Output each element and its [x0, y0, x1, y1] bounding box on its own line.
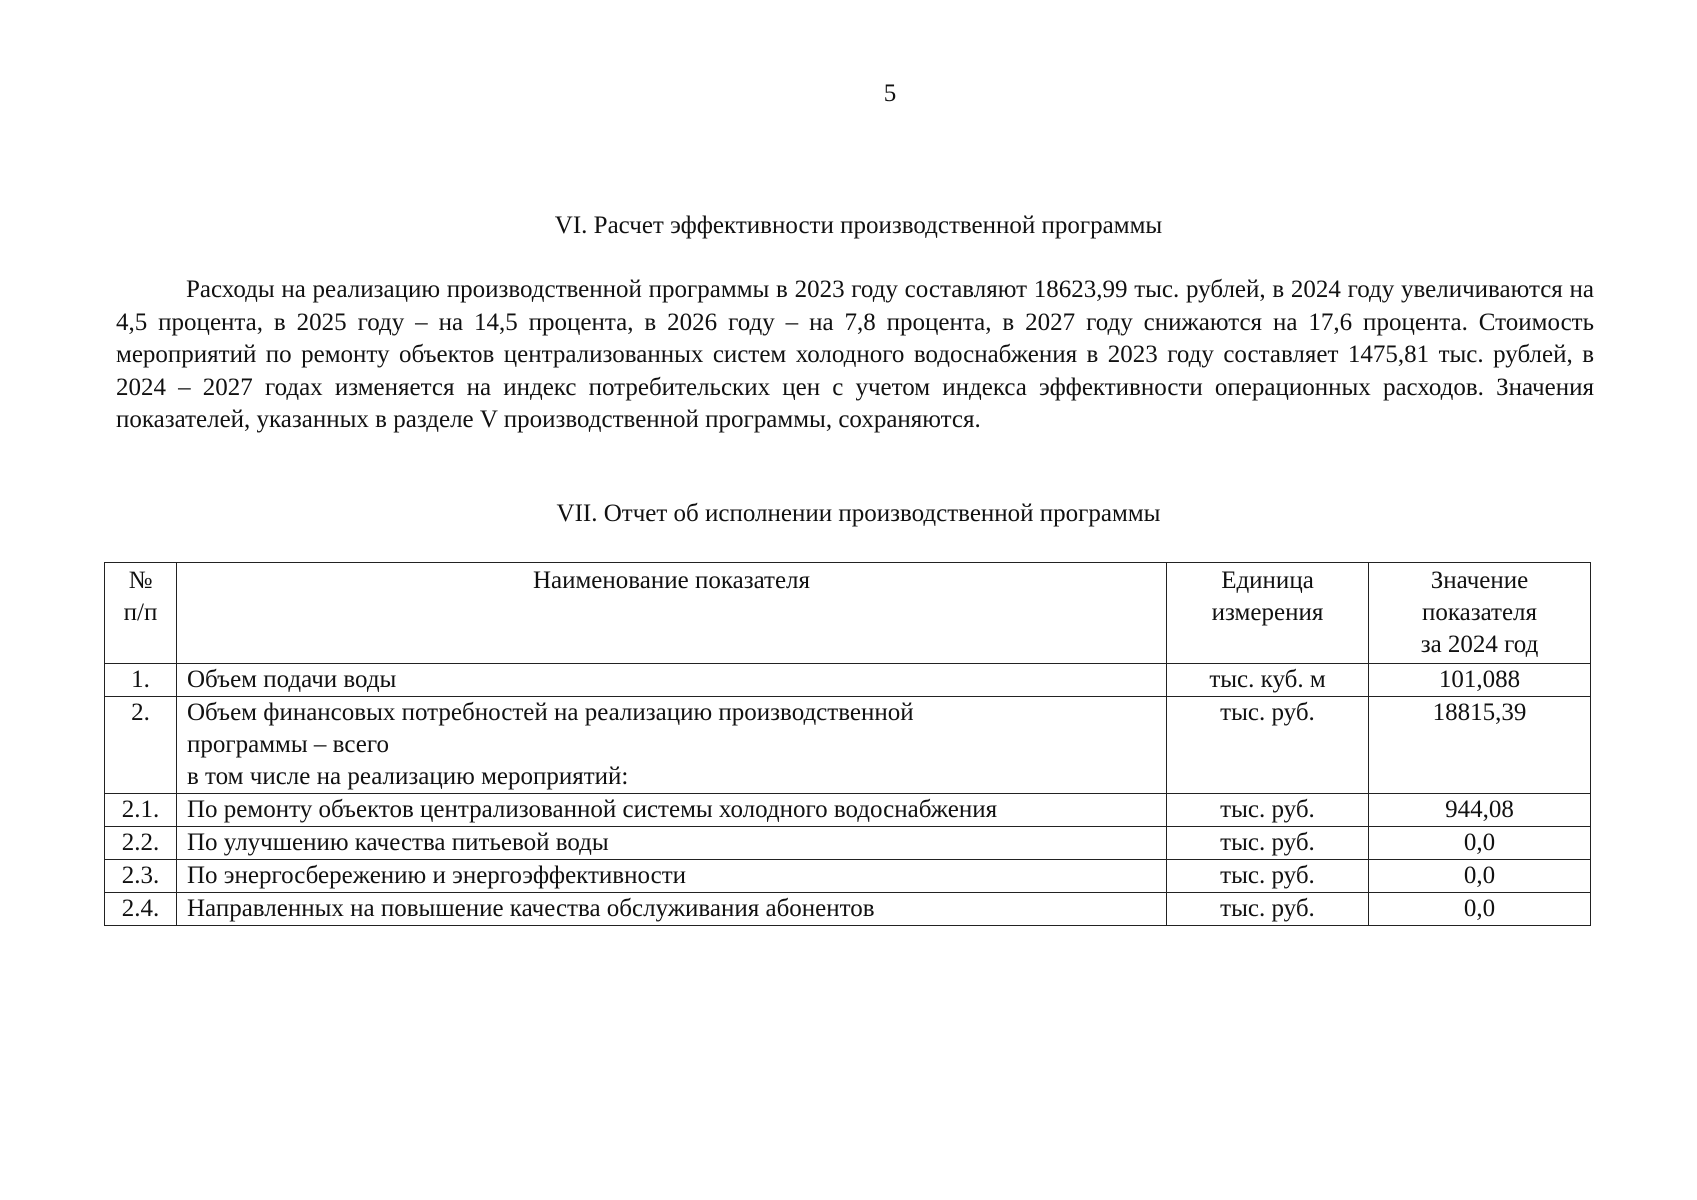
header-num	[105, 563, 177, 664]
row-name-line3: в том числе на реализацию мероприятий:	[187, 763, 629, 790]
row-name-line1: Объем финансовых потребностей на реализацию производственной	[187, 699, 914, 726]
row-unit: тыс. куб. м	[1167, 664, 1369, 697]
header-name	[177, 563, 1167, 664]
row-unit: тыс. руб.	[1167, 860, 1369, 893]
row-value: 0,0	[1369, 827, 1591, 860]
row-num: 2.	[105, 697, 177, 794]
row-name: По энергосбережению и энергоэффективности	[177, 860, 1167, 893]
row-name: Объем подачи воды	[177, 664, 1167, 697]
row-value: 101,088	[1369, 664, 1591, 697]
header-name-text: Наименование показателя	[532, 567, 811, 594]
row-value: 0,0	[1369, 860, 1591, 893]
row-unit: тыс. руб.	[1167, 827, 1369, 860]
row-num: 2.2.	[105, 827, 177, 860]
row-unit: тыс. руб.	[1167, 893, 1369, 926]
header-num-line1: №	[128, 567, 153, 594]
page-number: 5	[883, 80, 897, 107]
row-name-line2: программы – всего	[187, 731, 389, 758]
table-row	[105, 827, 1591, 860]
row-unit: тыс. руб.	[1167, 697, 1369, 794]
row-name: По улучшению качества питьевой воды	[177, 827, 1167, 860]
header-value-line3: за 2024 год	[1420, 631, 1539, 658]
section-vi-paragraph: Расходы на реализацию производственной программы в 2023 году составляют 18623,99 тыс. рублей, в 2024 году увеличиваются на 4,5 процента, в 2025 году – на 14,5 процента, в 2026 году – на 7,8 процента, в 2027 году снижаются на 17,6 процента. Стоимость мероприятий по ремонту объектов централизованных систем холодного водоснабжения в 2023 году составляет 1475,81 тыс. рублей, в 2024 – 2027 годах изменяется на индекс потребительских цен с учетом индекса эффективности операционных расходов. Значения показателей, указанных в разделе V производственной программы, сохраняются.	[116, 276, 1594, 433]
section-vii-title: VII. Отчет об исполнении производственной программы	[556, 500, 1161, 527]
section-vi-title: VI. Расчет эффективности производственной программы	[554, 212, 1163, 239]
row-num: 2.3.	[105, 860, 177, 893]
table-row	[105, 664, 1591, 697]
row-value: 944,08	[1369, 794, 1591, 827]
row-num: 1.	[105, 664, 177, 697]
table-row	[105, 794, 1591, 827]
row-value: 18815,39	[1369, 697, 1591, 794]
row-name	[177, 697, 1167, 794]
report-table	[104, 562, 1591, 926]
header-unit	[1167, 563, 1369, 664]
row-value: 0,0	[1369, 893, 1591, 926]
row-num: 2.1.	[105, 794, 177, 827]
header-value-line1: Значение	[1430, 567, 1529, 594]
header-unit-line2: измерения	[1211, 599, 1324, 626]
row-num: 2.4.	[105, 893, 177, 926]
table-header-row	[105, 563, 1591, 664]
header-value-line2: показателя	[1421, 599, 1538, 626]
header-value	[1369, 563, 1591, 664]
row-name: Направленных на повышение качества обслуживания абонентов	[177, 893, 1167, 926]
row-name: По ремонту объектов централизованной системы холодного водоснабжения	[177, 794, 1167, 827]
table-row	[105, 697, 1591, 794]
table-row	[105, 893, 1591, 926]
row-unit: тыс. руб.	[1167, 794, 1369, 827]
header-unit-line1: Единица	[1221, 567, 1314, 594]
header-num-line2: п/п	[123, 599, 158, 626]
table-row	[105, 860, 1591, 893]
